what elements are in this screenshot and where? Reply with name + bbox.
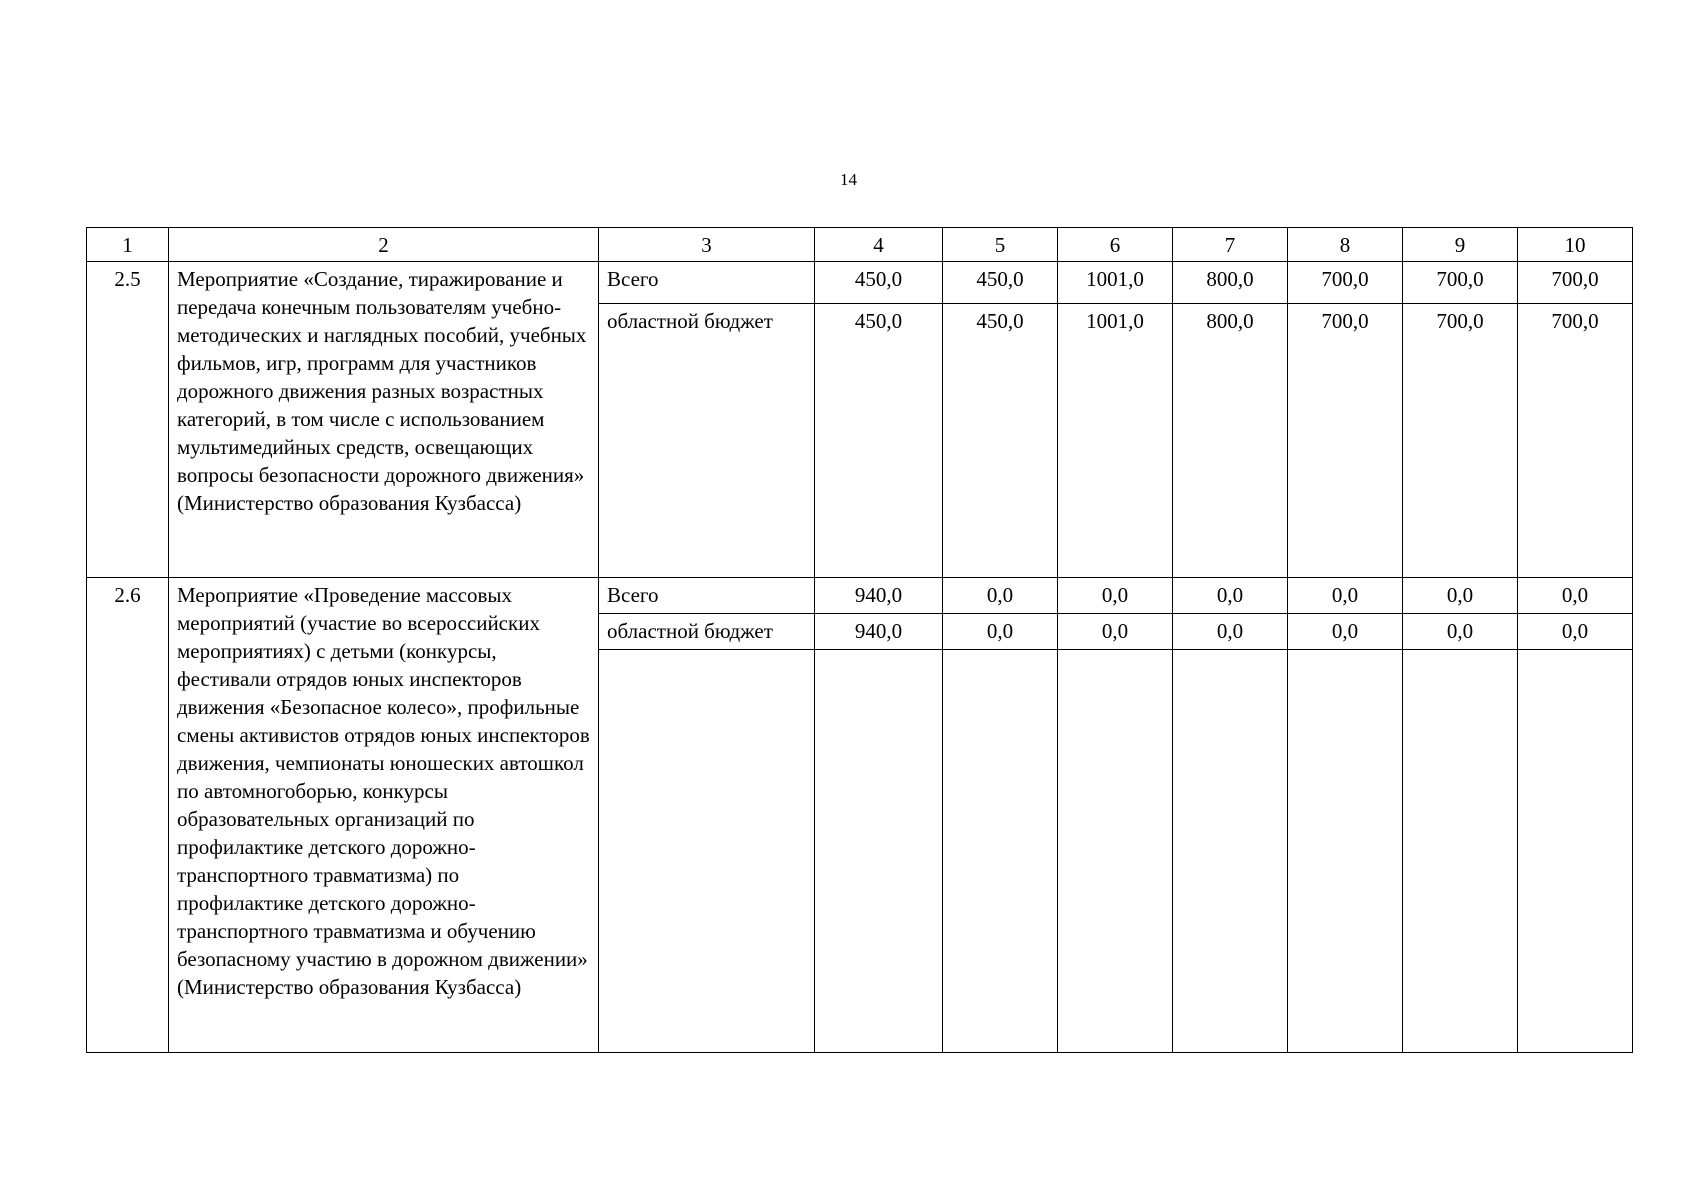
budget-table (86, 227, 1633, 1053)
empty-cell (599, 650, 815, 1053)
header-cell: 4 (815, 228, 943, 262)
header-row (87, 228, 1633, 262)
row-owner: (Министерство образования Кузбасса) (177, 975, 522, 999)
value-cell: 0,0 (1173, 578, 1288, 614)
header-cell: 1 (87, 228, 169, 262)
value-cell: 0,0 (1518, 578, 1633, 614)
value-cell: 700,0 (1403, 262, 1518, 304)
value-cell: 700,0 (1288, 262, 1403, 304)
table-row (87, 262, 1633, 304)
value-cell: 450,0 (943, 304, 1058, 578)
funding-source-label: областной бюджет (599, 304, 815, 578)
empty-cell (815, 650, 943, 1053)
value-cell: 1001,0 (1058, 262, 1173, 304)
header-cell: 2 (169, 228, 599, 262)
empty-cell (1173, 650, 1288, 1053)
value-cell: 450,0 (943, 262, 1058, 304)
value-cell: 940,0 (815, 578, 943, 614)
row-code: 2.6 (87, 578, 169, 1053)
empty-cell (1058, 650, 1173, 1053)
value-cell: 0,0 (1058, 614, 1173, 650)
header-cell: 7 (1173, 228, 1288, 262)
table-row (87, 578, 1633, 614)
value-cell: 450,0 (815, 304, 943, 578)
value-cell: 0,0 (1288, 578, 1403, 614)
header-cell: 5 (943, 228, 1058, 262)
row-code: 2.5 (87, 262, 169, 578)
empty-cell (943, 650, 1058, 1053)
row-description-text: Мероприятие «Проведение массовых мероприятий (участие во всероссийских мероприятиях) с детьми (конкурсы, фестивали отрядов юных инспекторов движения «Безопасное колесо», профильные смены активистов отрядов юных инспекторов движения, чемпионаты юношеских автошкол по автомногоборью, конкурсы образовательных организаций по профилактике детского дорожно-транспортного травматизма) по профилактике детского дорожно-транспортного травматизма и обучению безопасному участию в дорожном движении» (177, 583, 590, 971)
value-cell: 0,0 (1403, 578, 1518, 614)
value-cell: 0,0 (943, 614, 1058, 650)
empty-cell (1403, 650, 1518, 1053)
header-cell: 3 (599, 228, 815, 262)
row-description (169, 578, 599, 1053)
value-cell: 700,0 (1518, 304, 1633, 578)
value-cell: 940,0 (815, 614, 943, 650)
value-cell: 0,0 (1403, 614, 1518, 650)
value-cell: 0,0 (943, 578, 1058, 614)
value-cell: 0,0 (1288, 614, 1403, 650)
value-cell: 700,0 (1518, 262, 1633, 304)
value-cell: 800,0 (1173, 262, 1288, 304)
funding-source-label: Всего (599, 262, 815, 304)
funding-source-label: областной бюджет (599, 614, 815, 650)
value-cell: 0,0 (1173, 614, 1288, 650)
page-number: 14 (840, 170, 857, 189)
value-cell: 450,0 (815, 262, 943, 304)
value-cell: 0,0 (1518, 614, 1633, 650)
header-cell: 6 (1058, 228, 1173, 262)
header-cell: 10 (1518, 228, 1633, 262)
row-description: Мероприятие «Создание, тиражирование и передача конечным пользователям учебно-методических и наглядных пособий, учебных фильмов, игр, программ для участников дорожного движения разных возрастных категорий, в том числе с использованием мультимедийных средств, освещающих вопросы безопасности дорожного движения» (Министерство образования Кузбасса) (169, 262, 599, 578)
value-cell: 0,0 (1058, 578, 1173, 614)
value-cell: 700,0 (1288, 304, 1403, 578)
empty-cell (1288, 650, 1403, 1053)
value-cell: 800,0 (1173, 304, 1288, 578)
header-cell: 8 (1288, 228, 1403, 262)
value-cell: 700,0 (1403, 304, 1518, 578)
funding-source-label: Всего (599, 578, 815, 614)
value-cell: 1001,0 (1058, 304, 1173, 578)
header-cell: 9 (1403, 228, 1518, 262)
empty-cell (1518, 650, 1633, 1053)
